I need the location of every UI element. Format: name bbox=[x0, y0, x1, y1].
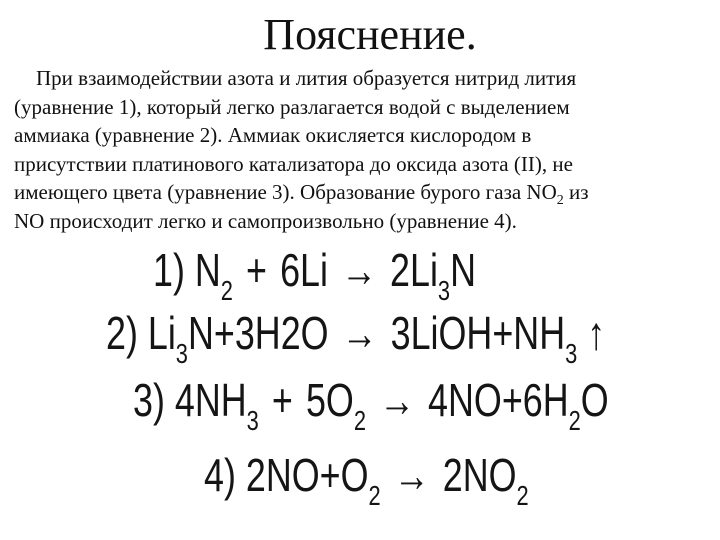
formula: N bbox=[450, 244, 476, 296]
formula: 3LiOH bbox=[390, 307, 493, 359]
formula: 3H2O bbox=[234, 307, 329, 359]
formula: N bbox=[194, 244, 221, 296]
formula: N bbox=[187, 307, 214, 359]
equation-2 bbox=[106, 307, 606, 370]
paragraph-line-6: NO происходит легко и самопроизвольно (уравнение 4). bbox=[14, 208, 517, 233]
plus-sign: + bbox=[271, 374, 293, 426]
subscript: 2 bbox=[368, 480, 381, 512]
subscript: 2 bbox=[220, 275, 233, 307]
formula: O bbox=[580, 374, 609, 426]
reaction-arrow-icon: → bbox=[393, 449, 430, 501]
paragraph-line-4: присутствии платинового катализатора до оксида азота (II), не bbox=[14, 151, 573, 176]
equation-number: 2) bbox=[106, 307, 138, 359]
formula: NH bbox=[513, 307, 566, 359]
paragraph-line-5-tail: из bbox=[563, 180, 589, 204]
plus-sign: + bbox=[213, 307, 235, 359]
equation-4 bbox=[204, 449, 529, 512]
paragraph-line-1: При взаимодействии азота и лития образуется нитрид лития bbox=[36, 66, 577, 90]
plus-sign: + bbox=[246, 244, 268, 296]
slide-title: Пояснение. bbox=[263, 10, 477, 59]
paragraph-line-2: (уравнение 1), который легко разлагается водой с выделением bbox=[14, 94, 570, 119]
formula: 5O bbox=[305, 374, 354, 426]
subscript: 2 bbox=[568, 405, 581, 437]
paragraph-line-5-text: имеющего цвета (уравнение 3). Образование бурого газа NO bbox=[14, 180, 557, 204]
plus-sign: + bbox=[492, 307, 514, 359]
reaction-arrow-icon: → bbox=[379, 374, 415, 426]
formula: O bbox=[340, 449, 369, 501]
reaction-arrow-icon: → bbox=[341, 244, 377, 296]
gas-release-arrow-icon: ↑ bbox=[587, 307, 606, 359]
formula: 4NH bbox=[174, 374, 247, 426]
equation-number: 1) bbox=[153, 244, 185, 296]
equation-1 bbox=[153, 244, 476, 307]
subscript: 2 bbox=[353, 405, 366, 437]
paragraph-line-5-subscript: 2 bbox=[556, 193, 564, 209]
equation-number: 4) bbox=[204, 449, 236, 501]
subscript: 3 bbox=[565, 338, 578, 370]
subscript: 2 bbox=[516, 480, 529, 512]
plus-sign: + bbox=[319, 449, 341, 501]
formula: 4NO bbox=[428, 374, 502, 426]
equation-number: 3) bbox=[133, 374, 165, 426]
formula: 2NO bbox=[245, 449, 320, 501]
formula: Li bbox=[147, 307, 176, 359]
reaction-arrow-icon: → bbox=[341, 307, 378, 359]
explanation-paragraph bbox=[14, 64, 704, 235]
subscript: 3 bbox=[437, 275, 451, 307]
subscript: 3 bbox=[246, 405, 259, 437]
formula: 2Li bbox=[390, 244, 438, 296]
formula: 6H bbox=[522, 374, 569, 426]
plus-sign: + bbox=[501, 374, 523, 426]
formula: 6Li bbox=[280, 244, 328, 296]
equation-3 bbox=[133, 374, 609, 437]
subscript: 3 bbox=[175, 338, 188, 370]
formula: 2NO bbox=[442, 449, 517, 501]
paragraph-line-3: аммиака (уравнение 2). Аммиак окисляется кислородом в bbox=[14, 123, 532, 147]
paragraph-line-5 bbox=[14, 178, 704, 207]
